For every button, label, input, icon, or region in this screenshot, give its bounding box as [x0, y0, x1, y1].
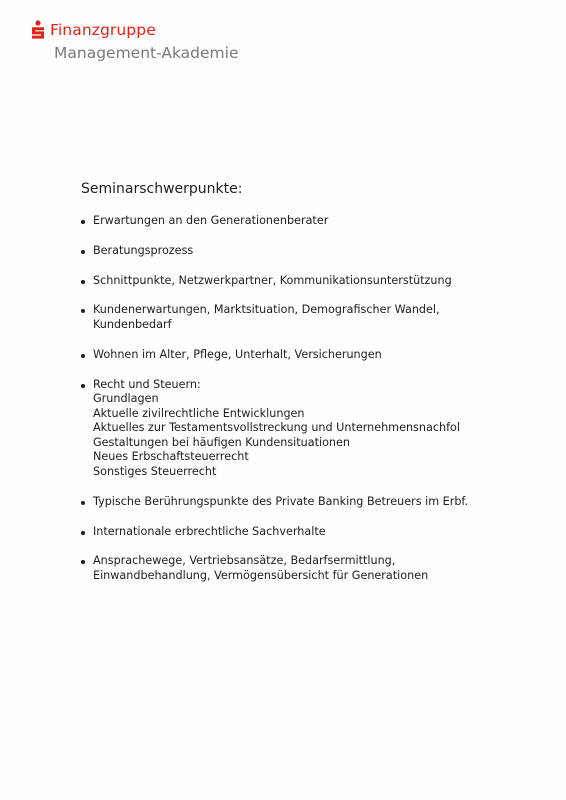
list-item-subline: Aktuelle zivilrechtliche Entwicklungen [93, 406, 305, 420]
list-item-text: Kundenerwartungen, Marktsituation, Demografischer Wandel, [93, 303, 440, 317]
list-item-text: Erwartungen an den Generationenberater [93, 214, 329, 227]
list-item-text: Internationale erbrechtliche Sachverhalte [93, 524, 326, 538]
bullet-icon [81, 560, 85, 564]
list-item-text: Beratungsprozess [93, 243, 194, 257]
list-item-subline: Neues Erbschaftsteuerrecht [93, 450, 249, 464]
list-item-subline: Sonstiges Steuerrecht [93, 465, 217, 479]
list-item [81, 274, 551, 289]
topic-list [81, 214, 551, 584]
list-item-subline: Einwandbehandlung, Vermögensübersicht für Generationen [93, 569, 429, 582]
list-item [81, 348, 551, 363]
list-item-subline: Kundenbedarf [93, 317, 172, 331]
list-item-subline: Gestaltungen bei häufigen Kundensituationen [93, 435, 351, 449]
list-item-text: Typische Berührungspunkte des Private Banking Betreuers im Erbf. [93, 494, 469, 508]
list-item-text: Ansprachewege, Vertriebsansätze, Bedarfsermittlung, [93, 554, 396, 568]
list-item-text: Schnittpunkte, Netzwerkpartner, Kommunikationsunterstützung [93, 273, 452, 287]
list-item [81, 303, 551, 332]
bullet-icon [81, 531, 85, 535]
list-item [81, 214, 551, 229]
header [30, 18, 238, 63]
bullet-icon [81, 250, 85, 254]
list-item-subline: Aktuelles zur Testamentsvollstreckung und Unternehmensnachfol [93, 421, 460, 435]
sparkasse-s-icon [30, 20, 46, 40]
list-item-subline: Grundlagen [93, 392, 159, 406]
bullet-icon [81, 309, 85, 313]
bullet-icon [81, 354, 85, 358]
brand-subtitle: Management-Akademie [54, 44, 239, 62]
logo-row [30, 18, 238, 42]
bullet-icon [81, 501, 85, 505]
bullet-icon [81, 220, 85, 224]
list-item [81, 378, 551, 480]
bullet-icon [81, 384, 85, 388]
main-content [81, 180, 551, 599]
list-item [81, 495, 551, 510]
list-item [81, 554, 551, 583]
brand-name: Finanzgruppe [50, 21, 156, 39]
list-item-text: Recht und Steuern: [93, 377, 201, 391]
list-item [81, 244, 551, 259]
list-item-text: Wohnen im Alter, Pflege, Unterhalt, Versicherungen [93, 347, 382, 361]
list-item [81, 525, 551, 540]
section-heading: Seminarschwerpunkte: [81, 181, 243, 197]
bullet-icon [81, 280, 85, 284]
